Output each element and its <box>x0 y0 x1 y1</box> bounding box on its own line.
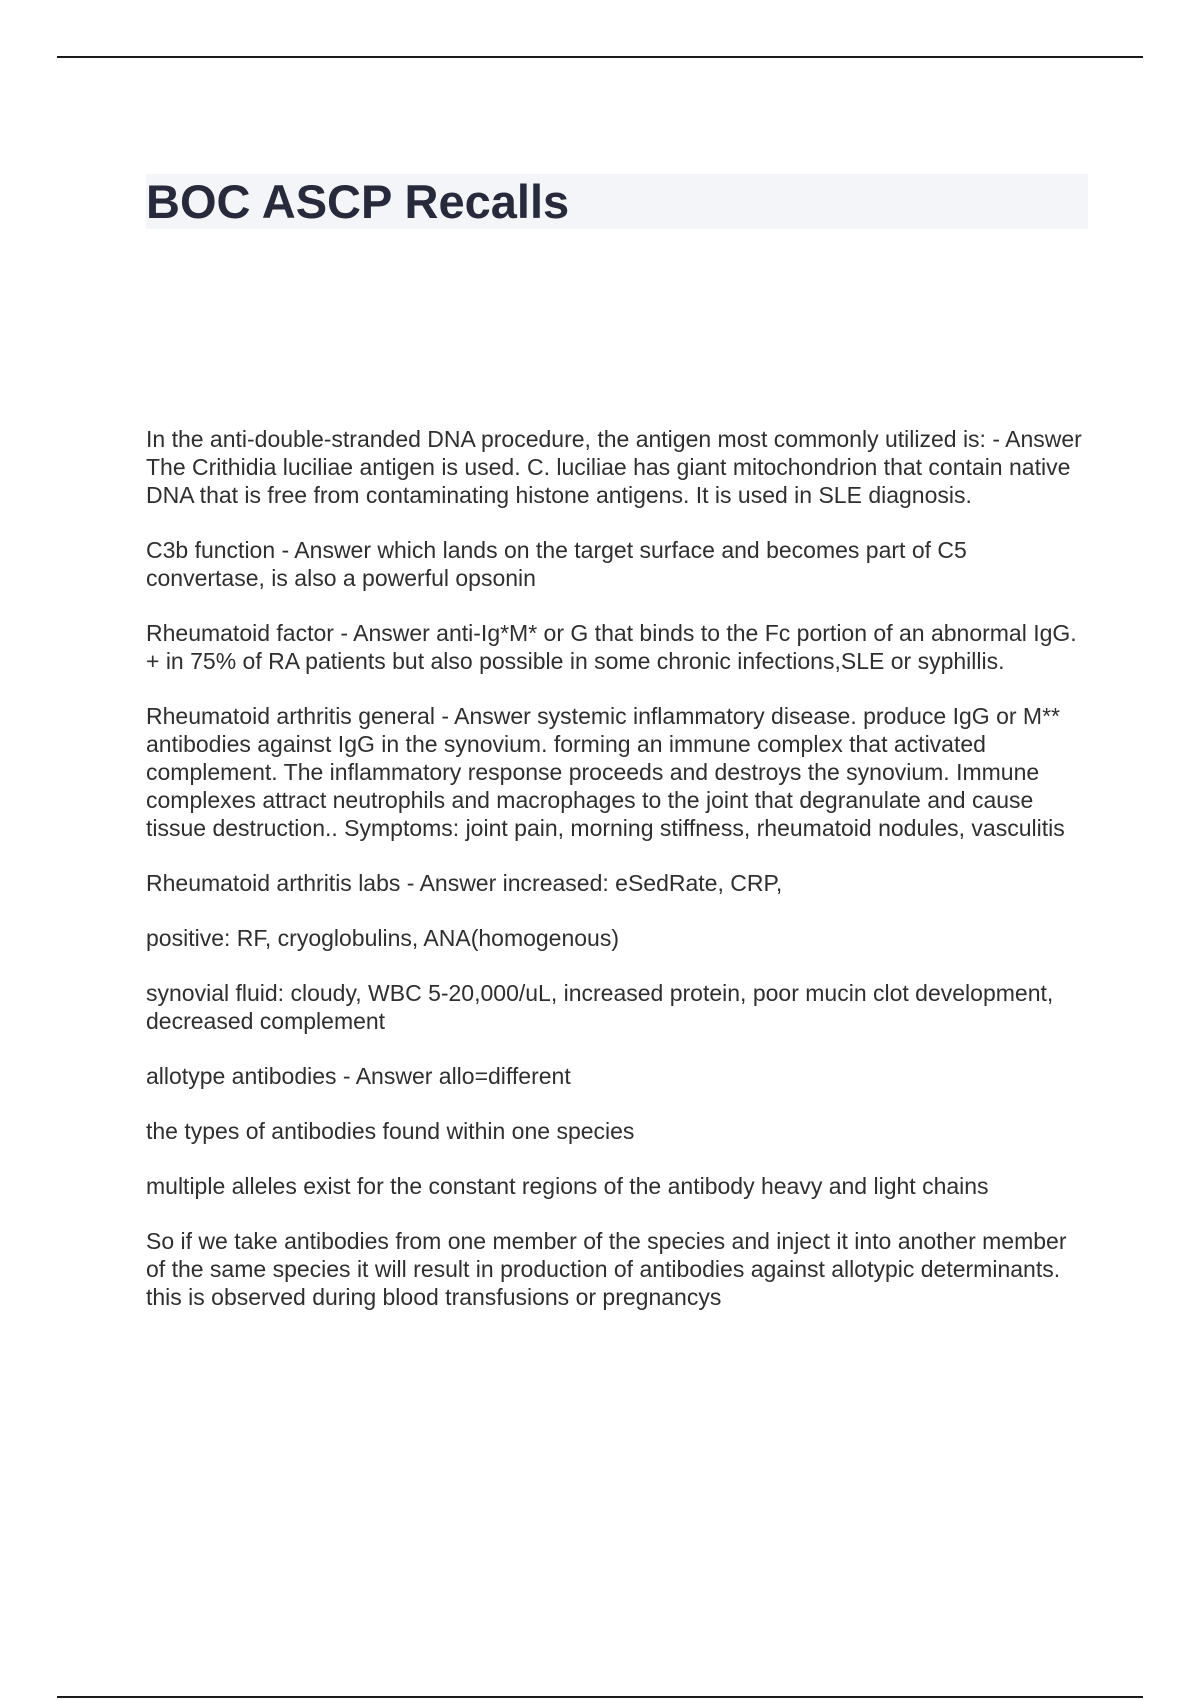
bottom-divider <box>57 1696 1143 1698</box>
paragraph-multiple-alleles: multiple alleles exist for the constant regions of the antibody heavy and light chains <box>146 1173 989 1199</box>
top-divider <box>57 56 1143 58</box>
paragraph-ra-general: Rheumatoid arthritis general - Answer systemic inflammatory disease. produce IgG or M** antibodies against IgG in the synovium. forming an immune complex that activated complement. The inflammatory response proceeds and destroys the synovium. Immune complexes attract neutrophils and macrophages to the joint that degranulate and cause tissue destruction.. Symptoms: joint pain, morning stiffness, rheumatoid nodules, vasculitis <box>146 703 1065 841</box>
paragraph-anti-dsdna: In the anti-double-stranded DNA procedure, the antigen most commonly utilized is: - Answer The Crithidia luciliae antigen is used. C. luciliae has giant mitochondrion that contain native DNA that is free from contaminating histone antigens. It is used in SLE diagnosis. <box>146 426 1082 508</box>
paragraph-ra-labs: Rheumatoid arthritis labs - Answer increased: eSedRate, CRP, <box>146 870 783 896</box>
paragraph-rheumatoid-factor: Rheumatoid factor - Answer anti-Ig*M* or G that binds to the Fc portion of an abnormal IgG. + in 75% of RA patients but also possible in some chronic infections,SLE or syphillis. <box>146 620 1077 674</box>
paragraph-antibody-types: the types of antibodies found within one species <box>146 1118 635 1144</box>
paragraph-allotypic-determinants: So if we take antibodies from one member of the species and inject it into another member of the same species it will result in production of antibodies against allotypic determinants. this is observed during blood transfusions or pregnancys <box>146 1228 1067 1310</box>
paragraph-synovial-fluid: synovial fluid: cloudy, WBC 5-20,000/uL, increased protein, poor mucin clot development, decreased complement <box>146 980 1054 1034</box>
paragraph-ra-positive: positive: RF, cryoglobulins, ANA(homogenous) <box>146 925 620 951</box>
paragraph-c3b-function: C3b function - Answer which lands on the target surface and becomes part of C5 convertase, is also a powerful opsonin <box>146 537 967 591</box>
document-body <box>146 425 1091 1338</box>
document-title: BOC ASCP Recalls <box>146 175 570 228</box>
paragraph-allotype-antibodies: allotype antibodies - Answer allo=different <box>146 1063 571 1089</box>
